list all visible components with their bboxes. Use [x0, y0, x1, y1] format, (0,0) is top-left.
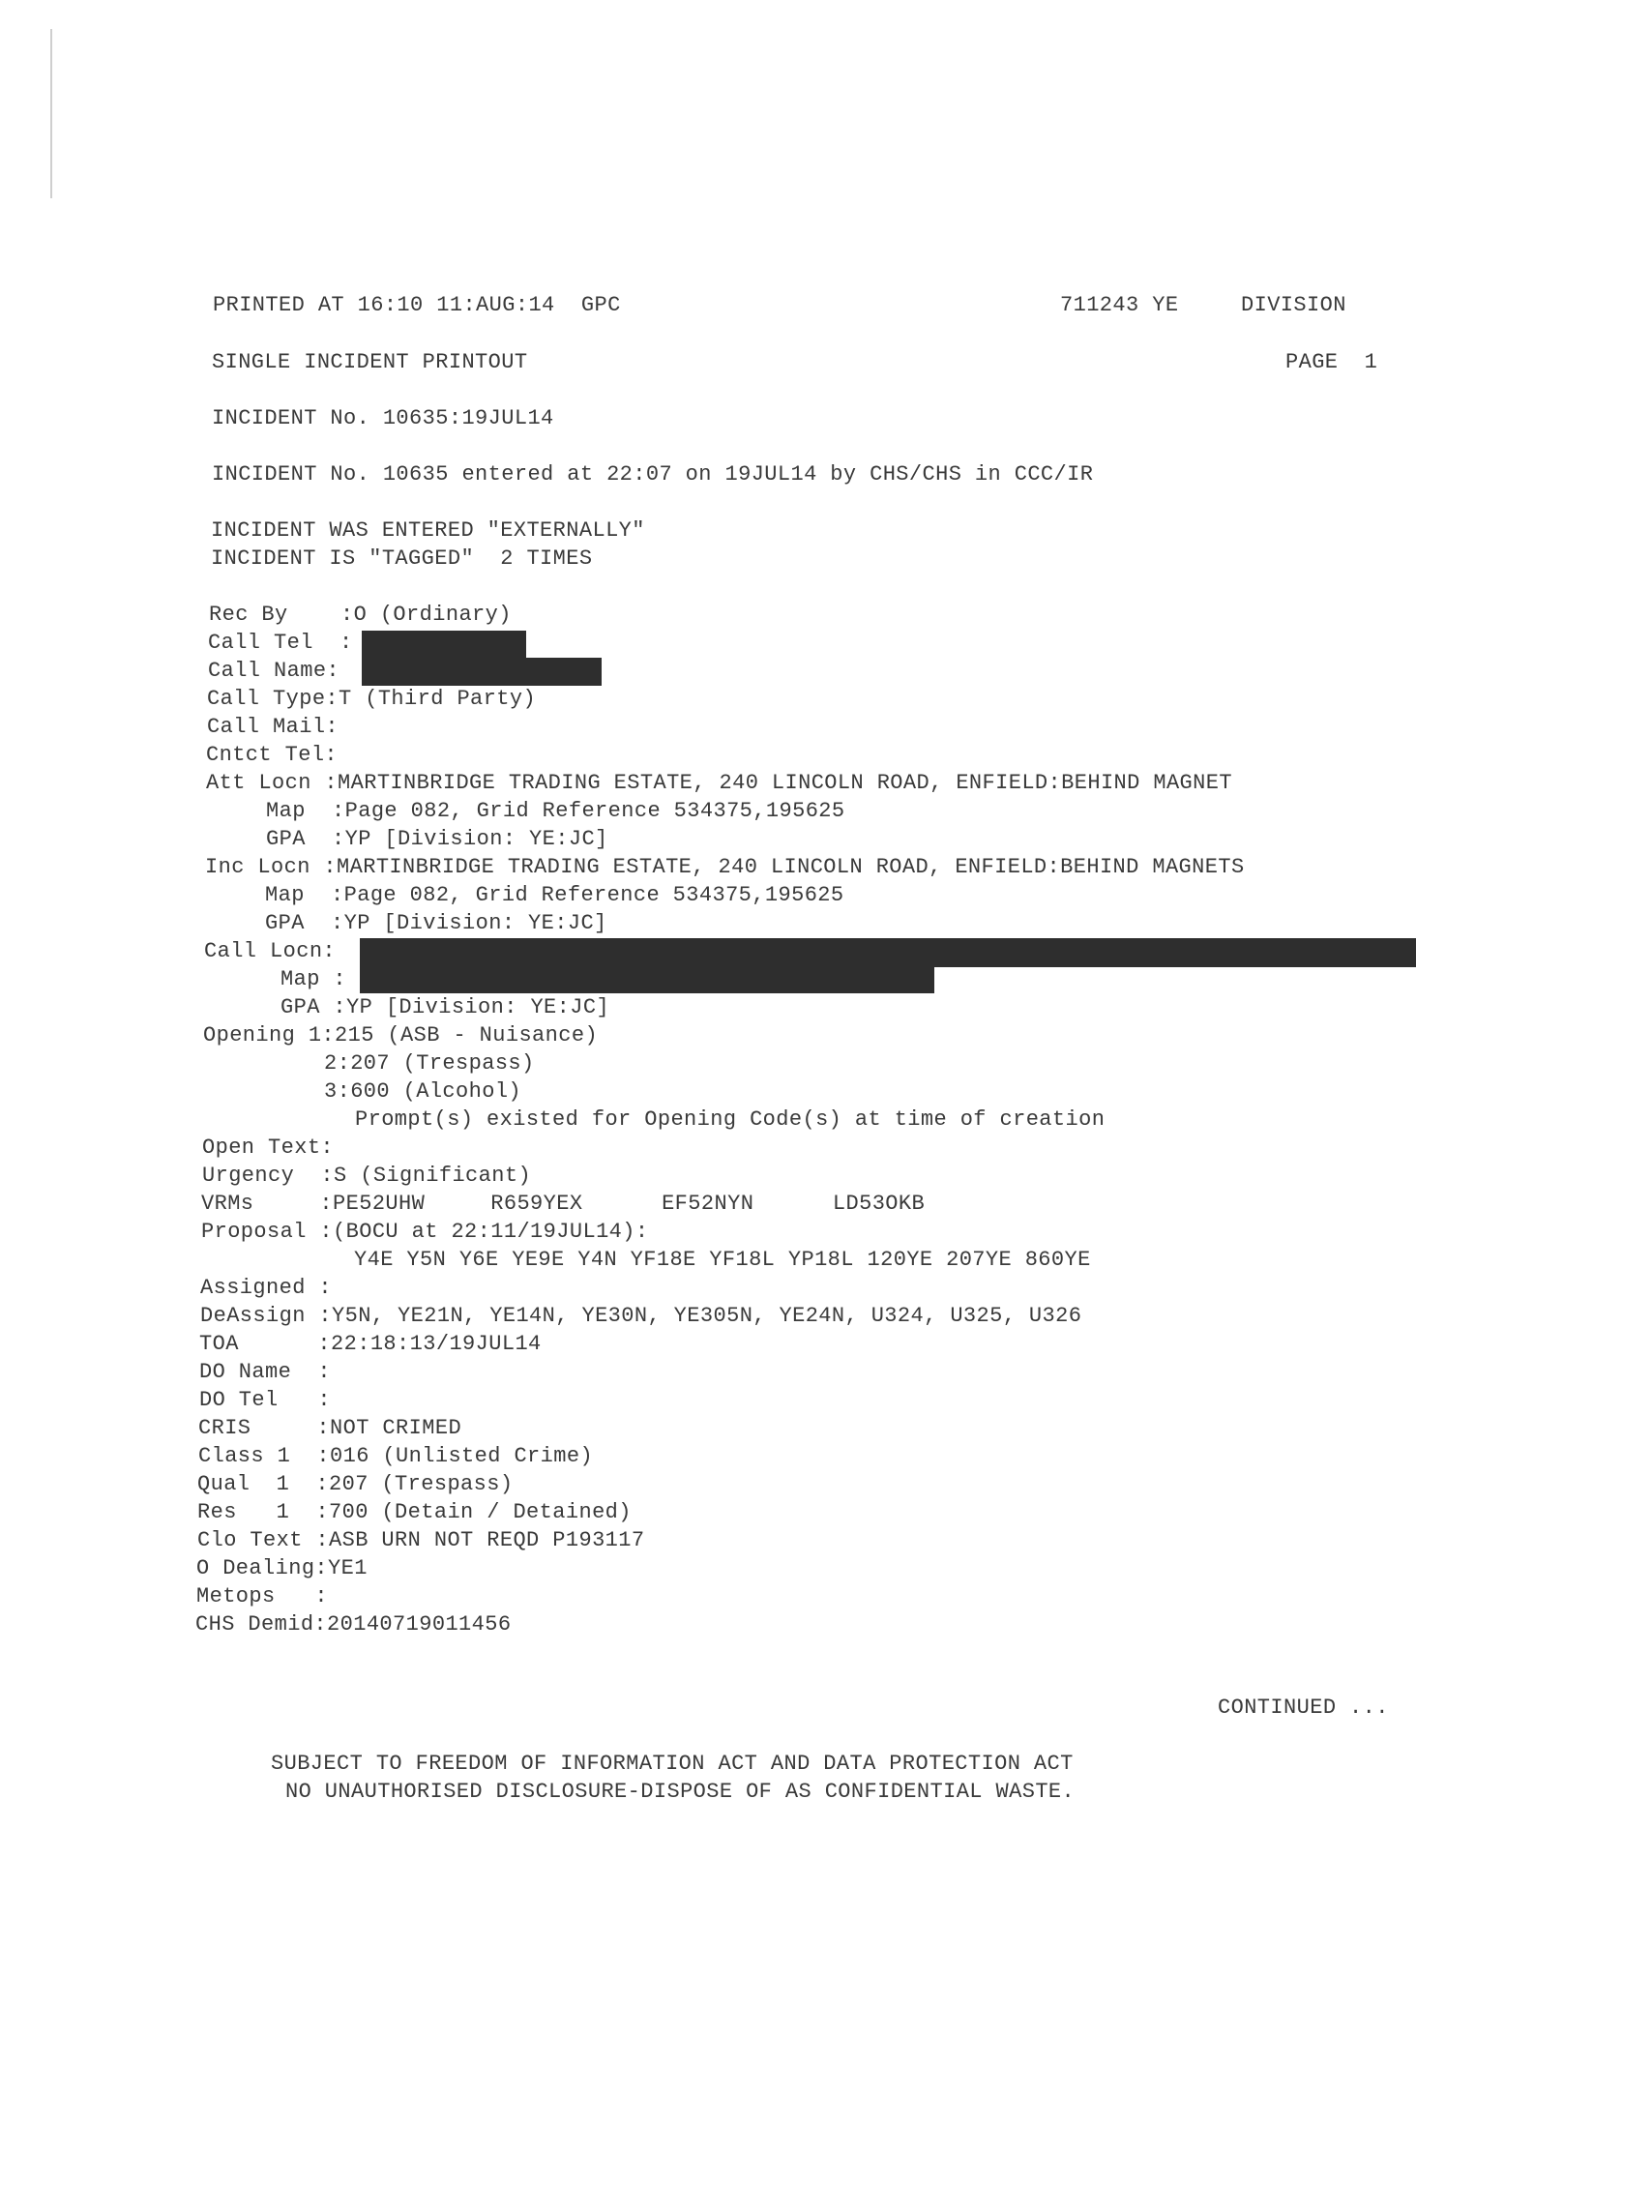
- incident-number: INCIDENT No. 10635:19JUL14: [212, 406, 554, 430]
- field-toa: TOA :22:18:13/19JUL14: [199, 1332, 542, 1356]
- continued-label: CONTINUED ...: [1218, 1696, 1389, 1720]
- confidentiality-notice-2: NO UNAUTHORISED DISCLOSURE-DISPOSE OF AS CONFIDENTIAL WASTE.: [285, 1780, 1076, 1804]
- incident-entered: INCIDENT No. 10635 entered at 22:07 on 19JUL14 by CHS/CHS in CCC/IR: [212, 462, 1094, 487]
- redaction-block: [362, 658, 602, 686]
- field-deassign: DeAssign :Y5N, YE21N, YE14N, YE30N, YE305N, YE24N, U324, U325, U326: [200, 1304, 1082, 1328]
- field-urgency: Urgency :S (Significant): [202, 1164, 532, 1188]
- field-call-locn: Call Locn:: [204, 939, 337, 963]
- field-call-name: Call Name:: [208, 659, 340, 683]
- field-cris: CRIS :NOT CRIMED: [198, 1416, 462, 1440]
- document-title: SINGLE INCIDENT PRINTOUT: [212, 350, 528, 374]
- redaction-block: [362, 631, 526, 660]
- redaction-block: [360, 938, 1416, 967]
- field-att-gpa: GPA :YP [Division: YE:JC]: [266, 827, 608, 851]
- field-vrms: VRMs :PE52UHW R659YEX EF52NYN LD53OKB: [201, 1192, 926, 1216]
- field-proposal: Proposal :(BOCU at 22:11/19JUL14):: [201, 1220, 649, 1244]
- field-call-tel: Call Tel :: [208, 631, 353, 655]
- field-call-mail: Call Mail:: [207, 715, 339, 739]
- field-o-dealing: O Dealing:YE1: [196, 1556, 368, 1580]
- field-proposal-units: Y4E Y5N Y6E YE9E Y4N YF18E YF18L YP18L 120YE 207YE 860YE: [354, 1248, 1091, 1272]
- field-open-text: Open Text:: [202, 1135, 335, 1160]
- field-inc-locn: Inc Locn :MARTINBRIDGE TRADING ESTATE, 240 LINCOLN ROAD, ENFIELD:BEHIND MAGNETS: [205, 855, 1245, 879]
- page-number: PAGE 1: [1285, 350, 1378, 374]
- field-class-1: Class 1 :016 (Unlisted Crime): [198, 1444, 594, 1468]
- field-att-locn: Att Locn :MARTINBRIDGE TRADING ESTATE, 240 LINCOLN ROAD, ENFIELD:BEHIND MAGNET: [206, 771, 1232, 795]
- field-inc-gpa: GPA :YP [Division: YE:JC]: [265, 911, 607, 935]
- field-do-tel: DO Tel :: [199, 1388, 332, 1412]
- field-metops: Metops :: [196, 1584, 329, 1608]
- confidentiality-notice-1: SUBJECT TO FREEDOM OF INFORMATION ACT AND DATA PROTECTION ACT: [271, 1752, 1074, 1776]
- field-rec-by: Rec By :O (Ordinary): [209, 603, 512, 627]
- field-chs-demid: CHS Demid:20140719011456: [195, 1612, 512, 1637]
- incident-tagged: INCIDENT IS "TAGGED" 2 TIMES: [211, 546, 593, 571]
- division-label: DIVISION: [1241, 293, 1346, 317]
- field-res-1: Res 1 :700 (Detain / Detained): [197, 1500, 632, 1524]
- printed-at: PRINTED AT 16:10 11:AUG:14 GPC: [213, 293, 621, 317]
- field-opening-2: 2:207 (Trespass): [324, 1051, 535, 1076]
- field-contact-tel: Cntct Tel:: [206, 743, 339, 767]
- field-assigned: Assigned :: [200, 1276, 333, 1300]
- field-do-name: DO Name :: [199, 1360, 332, 1384]
- field-qual-1: Qual 1 :207 (Trespass): [197, 1472, 514, 1496]
- scan-edge-mark: [50, 29, 52, 198]
- field-inc-map: Map :Page 082, Grid Reference 534375,195625: [265, 883, 844, 907]
- field-call-map: Map :: [280, 967, 347, 991]
- field-clo-text: Clo Text :ASB URN NOT REQD P193117: [197, 1528, 645, 1552]
- field-att-map: Map :Page 082, Grid Reference 534375,195625: [266, 799, 845, 823]
- field-opening-1: Opening 1:215 (ASB - Nuisance): [203, 1023, 599, 1047]
- redaction-block: [360, 967, 934, 993]
- field-opening-3: 3:600 (Alcohol): [324, 1079, 522, 1104]
- incident-external: INCIDENT WAS ENTERED "EXTERNALLY": [211, 518, 645, 543]
- field-call-type: Call Type:T (Third Party): [207, 687, 537, 711]
- field-call-gpa: GPA :YP [Division: YE:JC]: [280, 995, 610, 1019]
- field-prompt-note: Prompt(s) existed for Opening Code(s) at time of creation: [355, 1107, 1106, 1132]
- reference-number: 711243 YE: [1060, 293, 1179, 317]
